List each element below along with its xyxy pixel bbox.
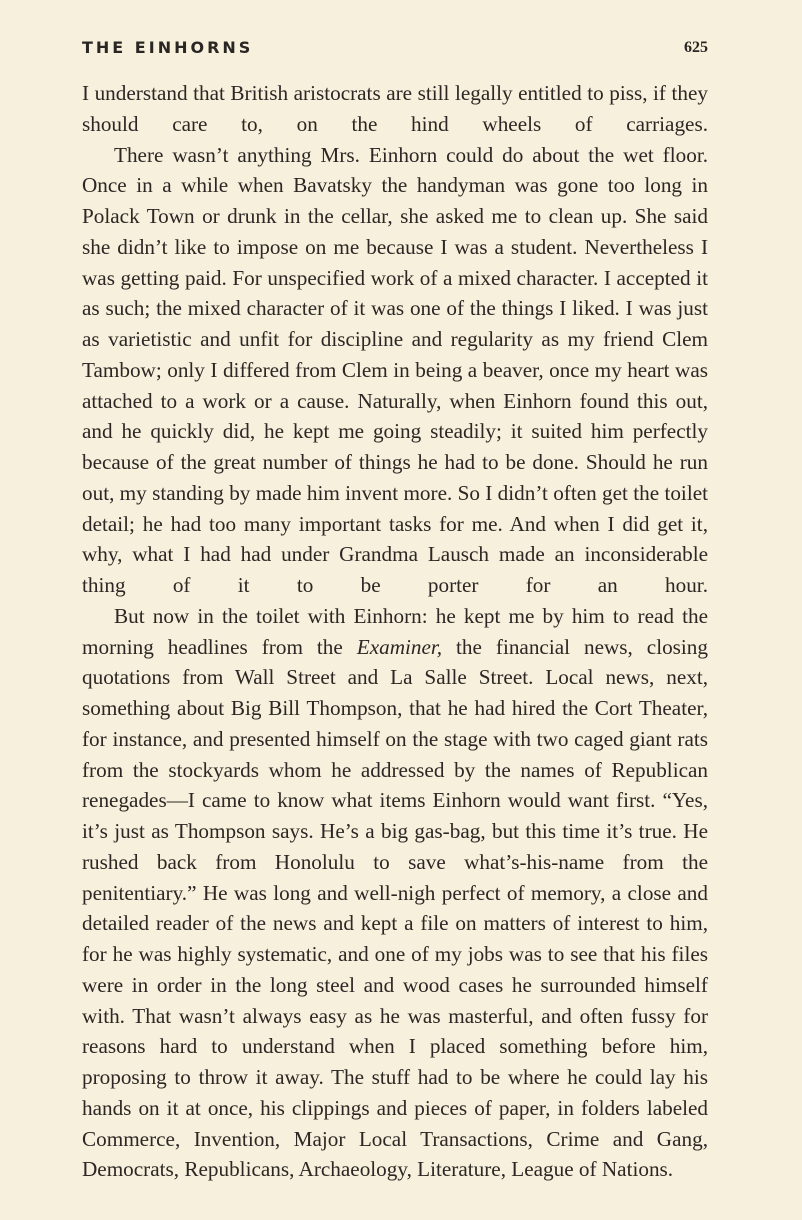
paragraph-1: I understand that British aristocrats are still legally entitled to piss, if they should care to, on the hind wheels of carriages. xyxy=(82,81,708,136)
running-head: THE EINHORNS xyxy=(82,38,254,57)
paragraph-2: There wasn’t anything Mrs. Einhorn could do about the wet floor. Once in a while when Bavatsky the handyman was gone too long in Polack Town or drunk in the cellar, she asked me to clean up. She said she didn’t like to impose on me because I was a student. Nevertheless I was getting paid. For unspecified work of a mixed character. I accepted it as such; the mixed character of it was one of the things I liked. I was just as varietistic and unfit for discipline and regularity as my friend Clem Tambow; only I differed from Clem in being a beaver, once my heart was attached to a work or a cause. Naturally, when Einhorn found this out, and he quickly did, he kept me going steadily; it suited him perfectly because of the great number of things he had to be done. Should he run out, my standing by made him invent more. So I didn’t often get the toilet detail; he had too many important tasks for me. And when I did get it, why, what I had had under Grandma Lausch made an inconsiderable thing of it to be porter for an hour. xyxy=(82,142,708,597)
paragraph-3-rest: the financial news, closing quotations from Wall Street and La Salle Street. Local news, next, something about Big Bill Thompson, that he had hired the Cort Theater, for instance, and presented himself on the stage with two caged giant rats from the stockyards whom he addressed by the names of Republican renegades—I came to know what items Einhorn would want first. “Yes, it’s just as Thompson says. He’s a big gas-bag, but this time it’s true. He rushed back from Honolulu to save what’s-his-name from the penitentiary.” He was long and well-nigh perfect of memory, a close and detailed reader of the news and kept a file on matters of interest to him, for he was highly systematic, and one of my jobs was to see that his files were in order in the long steel and wood cases he surrounded himself with. That wasn’t always easy as he was masterful, and often fussy for reasons hard to understand when I placed something before him, proposing to throw it away. The stuff had to be where he could lay his hands on it at once, his clippings and pieces of paper, in folders labeled Commerce, Invention, Major Local Transactions, Crime and Gang, Democrats, Republicans, Archaeology, Literature, League of Nations. xyxy=(82,634,708,1182)
newspaper-title: Examiner, xyxy=(356,634,443,659)
paragraph-3-start: But now in the toilet with Einhorn: he kept me by him to read the morning headlines from the xyxy=(82,603,708,659)
paragraph-3 xyxy=(82,601,708,1185)
body-text xyxy=(82,78,708,1185)
page-number: 625 xyxy=(684,39,708,56)
